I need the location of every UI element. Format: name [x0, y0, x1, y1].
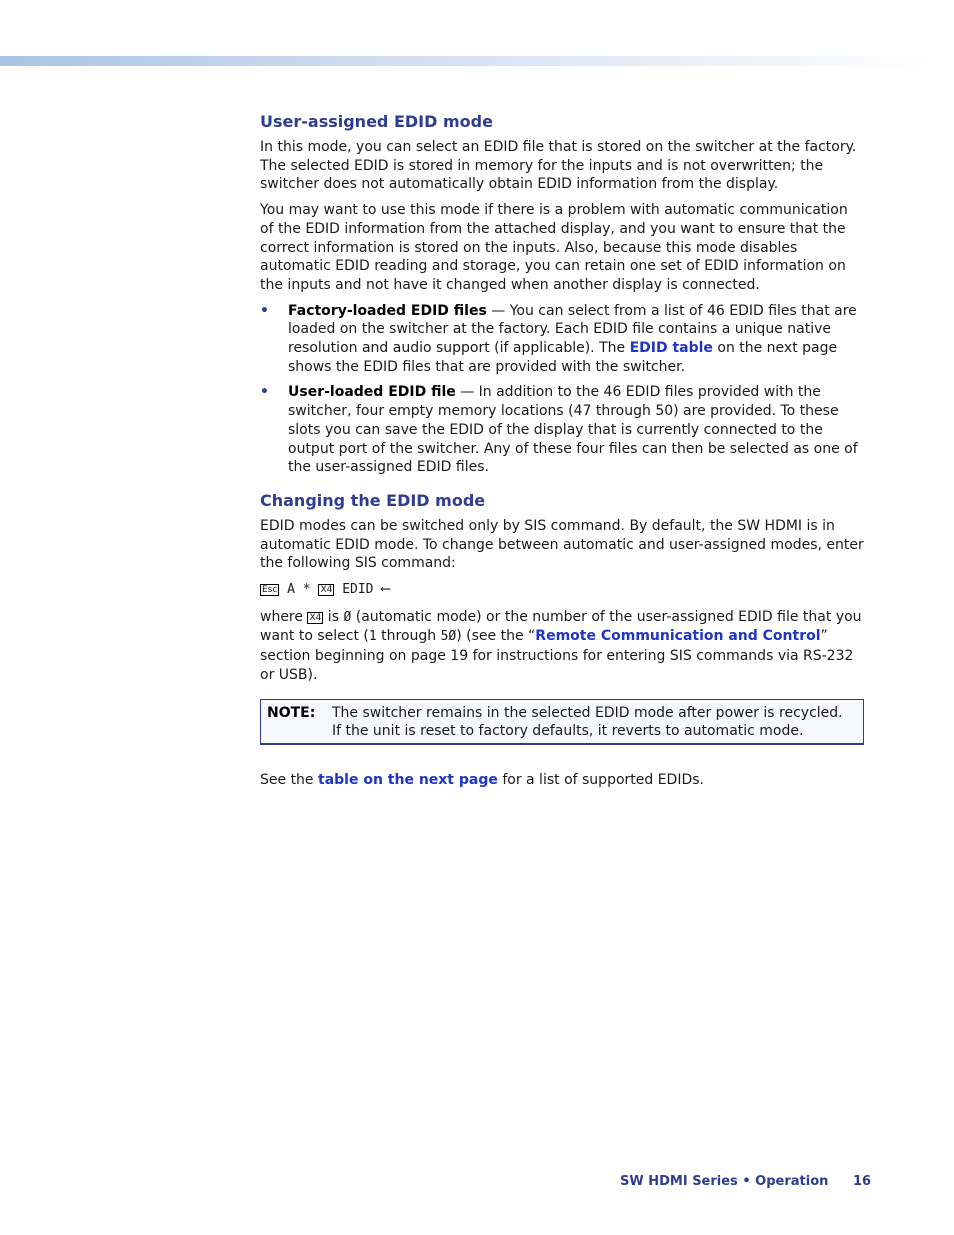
sis-command	[260, 580, 864, 600]
text: through	[376, 628, 441, 645]
page-number: 16	[853, 1174, 872, 1189]
text: (automatic mode) or the number of the user-assigned EDID file that you want to select (	[260, 608, 862, 645]
command-text: A *	[279, 582, 319, 598]
list-item-text: on the next page shows the EDID files that are provided with the switcher.	[288, 340, 838, 375]
paragraph: EDID modes can be switched only by SIS command. By default, the SW HDMI is in automatic EDID mode. To change between automatic and user-assigned modes, enter the following SIS command:	[260, 517, 864, 572]
zero-value: Ø	[343, 609, 352, 625]
one-value: 1	[368, 629, 377, 645]
section-heading-user-assigned: User-assigned EDID mode	[260, 112, 493, 131]
paragraph: In this mode, you can select an EDID file that is stored on the switcher at the factory. The selected EDID is stored in memory for the inputs and is not overwritten; the switcher does not automatically obtain EDID information from the display.	[260, 139, 857, 193]
list-item-text: — You can select from a list of 46 EDID files that are loaded on the switcher at the factory. Each EDID file contains a unique native resolution and audio support (if applicable). The	[288, 302, 857, 357]
text: See the	[260, 771, 318, 788]
page-content	[260, 112, 864, 797]
enter-arrow-icon: ⟵	[381, 581, 390, 598]
edid-table-link[interactable]: EDID table	[629, 340, 713, 357]
list-item-text: — In addition to the 46 EDID files provided with the switcher, four empty memory locations (47 through 50) are provided. To these slots you can save the EDID of the display that is currently connected to the output port of the switcher. Any of these four files can then be selected as one of the user-assigned EDID files.	[288, 384, 858, 476]
list-item-term: Factory-loaded EDID files	[288, 302, 487, 319]
paragraph: You may want to use this mode if there is a problem with automatic communication of the EDID information from the attached display, and you want to ensure that the correct information is stored on the inputs. Also, because this mode disables automatic EDID reading and storage, you can retain one set of EDID information on the inputs and not have it changed when another display is connected.	[260, 202, 848, 293]
list-item-term: User-loaded EDID file	[288, 384, 456, 401]
remote-communication-link[interactable]: Remote Communication and Control	[535, 628, 821, 645]
bullet-icon: •	[260, 302, 269, 319]
esc-key-icon: Esc	[262, 585, 278, 596]
text: where	[260, 608, 308, 625]
list-item	[260, 383, 864, 477]
footer-title: SW HDMI Series • Operation	[620, 1174, 829, 1189]
bullet-icon: •	[260, 384, 269, 401]
fifty-value: 5Ø	[440, 629, 457, 645]
list-item	[260, 302, 864, 377]
text: ) (see the “	[456, 628, 536, 645]
paragraph-see	[260, 771, 864, 790]
section-heading-changing-mode: Changing the EDID mode	[260, 490, 486, 510]
note-text: The switcher remains in the selected EDID mode after power is recycled. If the unit is reset to factory defaults, it reverts to automatic mode.	[332, 704, 843, 740]
bullet-list	[260, 302, 864, 477]
next-page-table-link[interactable]: table on the next page	[318, 771, 498, 788]
command-text: EDID	[334, 582, 382, 598]
x4-key-icon: X4	[320, 585, 333, 596]
text: for a list of supported EDIDs.	[497, 771, 704, 788]
page-footer	[620, 1174, 870, 1189]
x4-key-icon: X4	[309, 612, 322, 623]
note-label: NOTE:	[267, 704, 316, 721]
note-box	[260, 699, 864, 745]
text: ” section beginning on page 19 for instructions for entering SIS commands via RS-232 or USB).	[260, 628, 854, 683]
paragraph-where	[260, 608, 864, 685]
text: is	[323, 608, 344, 625]
header-gradient-bar	[0, 56, 930, 66]
